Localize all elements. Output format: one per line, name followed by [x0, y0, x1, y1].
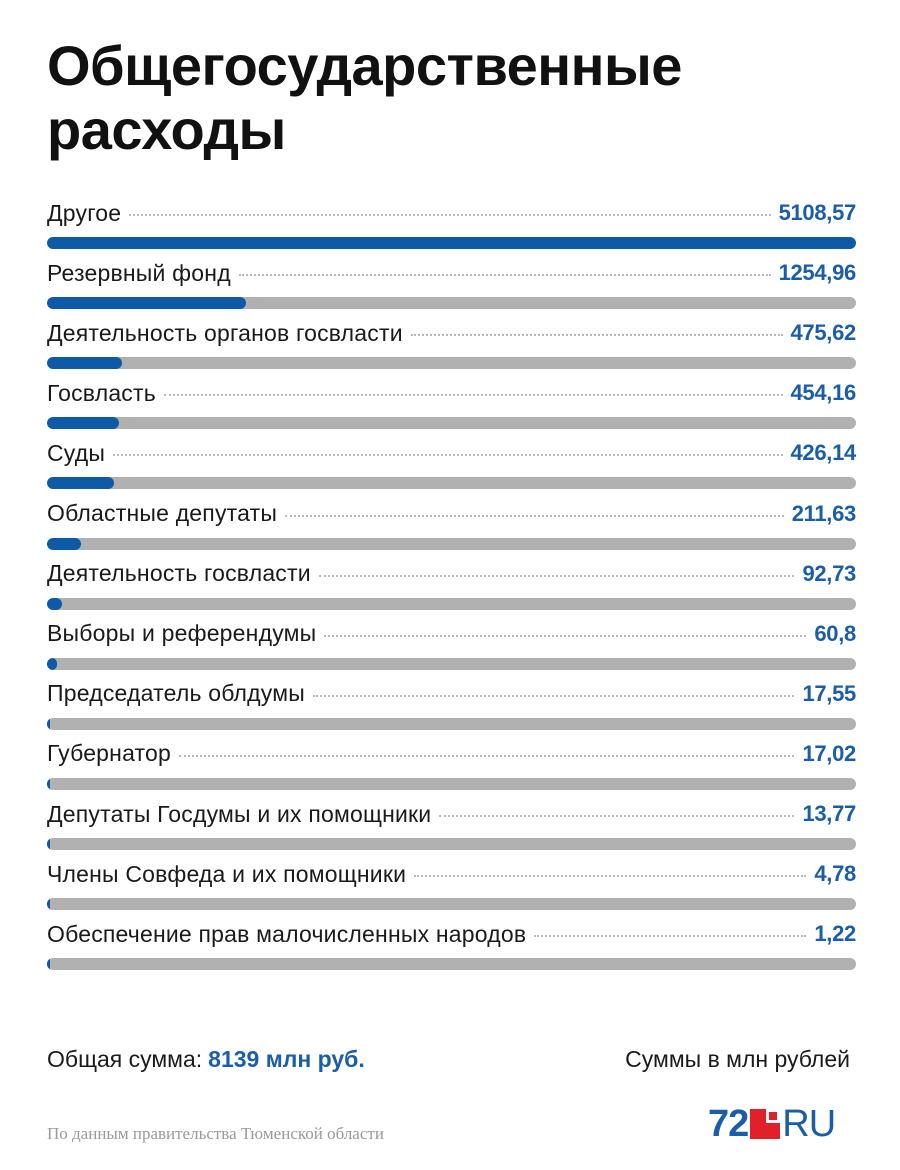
bar [47, 598, 62, 610]
dotted-leader [324, 635, 806, 637]
bar-value-label: 17,55 [802, 680, 856, 706]
bar-label: Резервный фонд [47, 259, 231, 286]
dotted-leader [113, 454, 782, 456]
bar-track [47, 898, 856, 910]
site-logo[interactable] [708, 1104, 835, 1144]
dotted-leader [439, 815, 794, 817]
bar-row-header [47, 196, 856, 230]
bar [47, 958, 50, 970]
bar-track [47, 598, 856, 610]
bar-value-label: 1,22 [814, 921, 856, 947]
dotted-leader [411, 334, 783, 336]
bar-value-label: 92,73 [802, 560, 856, 586]
bar [47, 778, 50, 790]
bar-row [47, 917, 856, 977]
logo-square-icon [750, 1109, 780, 1139]
dotted-leader [319, 575, 795, 577]
bar-label: Госвласть [47, 379, 156, 406]
bar-row-header [47, 316, 856, 350]
dotted-leader [129, 214, 770, 216]
bar-row [47, 256, 856, 316]
bar-row [47, 497, 856, 557]
bar-label: Выборы и референдумы [47, 620, 317, 647]
bar-row-header [47, 436, 856, 470]
bar [47, 357, 122, 369]
bar [47, 297, 246, 309]
bar [47, 718, 50, 730]
bar-value-label: 211,63 [791, 500, 856, 526]
dotted-leader [239, 274, 771, 276]
bar-label: Обеспечение прав малочисленных народов [47, 920, 527, 947]
bar-label: Деятельность органов госвласти [47, 319, 403, 346]
units-note: Суммы в млн рублей [625, 1046, 850, 1072]
dotted-leader [313, 695, 794, 697]
bar-row-header [47, 737, 856, 771]
dotted-leader [179, 755, 794, 757]
bar-value-label: 1254,96 [778, 260, 856, 286]
bar-label: Суды [47, 439, 106, 466]
bar-row [47, 436, 856, 496]
bar-value-label: 5108,57 [778, 200, 856, 225]
bar-row-header [47, 376, 856, 410]
bar-row [47, 557, 856, 617]
bar-row-header [47, 917, 856, 951]
source-note: По данным правительства Тюменской области [47, 1124, 384, 1143]
total-sum-value: 8139 млн руб. [208, 1046, 365, 1072]
bar-value-label: 60,8 [814, 620, 856, 646]
bar-row-header [47, 497, 856, 531]
logo-number: 72 [708, 1103, 749, 1145]
bar-value-label: 17,02 [802, 740, 856, 766]
bar-row-header [47, 256, 856, 290]
bar-row-header [47, 857, 856, 891]
bar-row-header [47, 677, 856, 711]
bar-label: Губернатор [47, 740, 172, 767]
bar-value-label: 4,78 [814, 861, 856, 887]
bar [47, 417, 119, 429]
dotted-leader [285, 515, 784, 517]
total-sum [47, 1046, 365, 1073]
bar-row-header [47, 617, 856, 651]
dotted-leader [534, 935, 806, 937]
bar-label: Члены Совфеда и их помощники [47, 860, 407, 887]
bar-value-label: 454,16 [790, 380, 856, 406]
bar-label: Областные депутаты [47, 500, 278, 526]
bar [47, 477, 114, 489]
bar-label: Депутаты Госдумы и их помощники [47, 800, 432, 827]
bar-label: Председатель облдумы [47, 680, 305, 707]
bar-track [47, 778, 856, 790]
bar-row [47, 196, 856, 256]
bar-track [47, 958, 856, 970]
bar-track [47, 297, 856, 309]
bar [47, 898, 50, 910]
bar-track [47, 538, 856, 550]
bar [47, 237, 856, 249]
bar-track [47, 357, 856, 369]
bar-track [47, 838, 856, 850]
bar-row [47, 376, 856, 436]
bar-row [47, 737, 856, 797]
bar-track [47, 718, 856, 730]
bar-label: Деятельность госвласти [47, 560, 311, 587]
bar-row [47, 316, 856, 376]
bar-row [47, 617, 856, 677]
dotted-leader [164, 394, 783, 396]
bar-value-label: 426,14 [790, 440, 856, 466]
bar-row [47, 677, 856, 737]
bar-label: Другое [47, 199, 122, 226]
bar-row-header [47, 557, 856, 591]
dotted-leader [414, 875, 806, 877]
bar-value-label: 13,77 [802, 801, 856, 826]
bar [47, 658, 57, 670]
bar-row-header [47, 797, 856, 831]
bar-track [47, 237, 856, 249]
bar [47, 538, 81, 550]
bar-row [47, 857, 856, 917]
logo-suffix: RU [782, 1103, 836, 1145]
bar [47, 838, 50, 850]
bar-value-label: 475,62 [790, 320, 856, 346]
bar-track [47, 658, 856, 670]
bar-track [47, 417, 856, 429]
total-sum-label: Общая сумма: [47, 1046, 203, 1072]
bar-track [47, 477, 856, 489]
chart-title: Общегосударственные расходы [47, 34, 682, 161]
bar-row [47, 797, 856, 857]
